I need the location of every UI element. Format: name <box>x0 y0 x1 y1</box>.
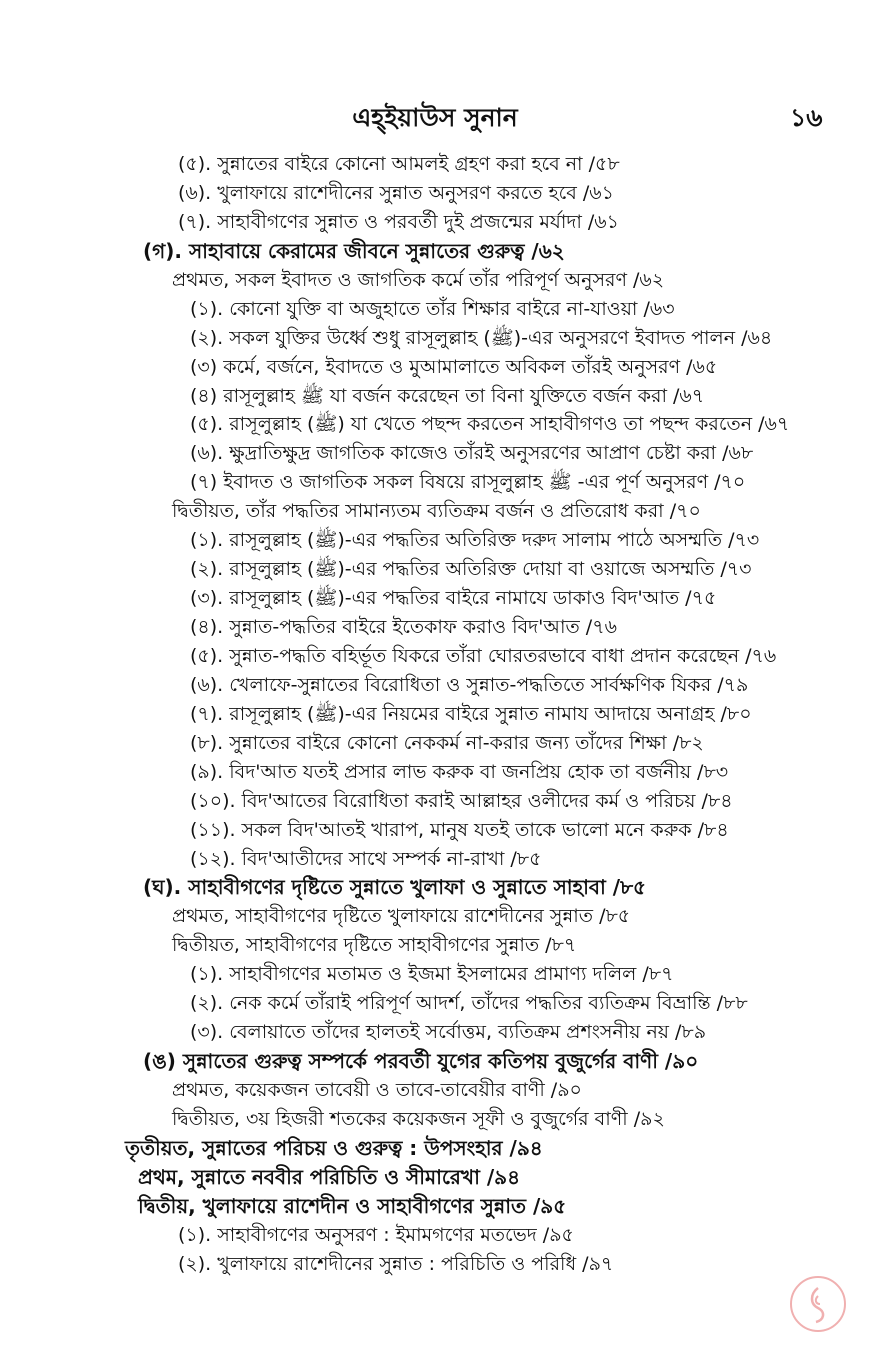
toc-entry-sub: (৬). ক্ষুদ্রাতিক্ষুদ্র জাগতিক কাজেও তাঁরই অনুসরণের আপ্রাণ চেষ্টা করা /৬৮ <box>190 442 754 465</box>
toc-entry-part: প্রথমত, সকল ইবাদত ও জাগতিক কর্মে তাঁর পরিপূর্ণ অনুসরণ /৬২ <box>172 268 665 291</box>
publisher-watermark-icon <box>790 1276 846 1332</box>
toc-entry-main2: প্রথম, সুন্নাতে নববীর পরিচিতি ও সীমারেখা /৯৪ <box>138 1164 521 1189</box>
table-of-contents <box>0 150 870 1279</box>
toc-entry-sub: (৫). রাসূলুল্লাহ (ﷺ) যা খেতে পছন্দ করতেন সাহাবীগণও তা পছন্দ করতেন /৬৭ <box>190 413 790 436</box>
toc-entry-main: তৃতীয়ত, সুন্নাতের পরিচয় ও গুরুত্ব : উপসংহার /৯৪ <box>125 1135 543 1160</box>
toc-entry-part: প্রথমত, কয়েকজন তাবেয়ী ও তাবে-তাবেয়ীর বাণী /৯০ <box>172 1079 582 1101</box>
toc-entry-sub0: (৬). খুলাফায়ে রাশেদীনের সুন্নাত অনুসরণ করতে হবে /৬১ <box>178 181 614 204</box>
toc-entry-part: প্রথমত, সাহাবীগণের দৃষ্টিতে খুলাফায়ে রাশেদীনের সুন্নাত /৮৫ <box>172 905 631 928</box>
toc-entry-part: দ্বিতীয়ত, ৩য় হিজরী শতকের কয়েকজন সূফী ও বুজুর্গের বাণী /৯২ <box>172 1107 665 1130</box>
toc-entry-sub: (২). রাসূলুল্লাহ (ﷺ)-এর পদ্ধতির অতিরিক্ত দোয়া বা ওয়াজে অসম্মতি /৭৩ <box>190 558 752 581</box>
toc-entry-sub0: (৫). সুন্নাতের বাইরে কোনো আমলই গ্রহণ করা হবে না /৫৮ <box>178 153 620 175</box>
toc-entry-sub: (১২). বিদ'আতীদের সাথে সম্পর্ক না-রাখা /৮৫ <box>190 847 542 870</box>
toc-entry-sub: (৬). খেলাফে-সুন্নাতের বিরোধিতা ও সুন্নাত-পদ্ধতিতে সার্বক্ষণিক যিকর /৭৯ <box>190 673 749 696</box>
toc-entry-section: (ঘ). সাহাবীগণের দৃষ্টিতে সুন্নাতে খুলাফা ও সুন্নাতে সাহাবা /৮৫ <box>143 875 647 900</box>
toc-entry-sub: (৮). সুন্নাতের বাইরে কোনো নেককর্ম না-করার জন্য তাঁদের শিক্ষা /৮২ <box>190 731 704 754</box>
toc-entry-section: (গ). সাহাবায়ে কেরামের জীবনে সুন্নাতের গুরুত্ব /৬২ <box>143 238 565 263</box>
toc-entry-sub: (১). কোনো যুক্তি বা অজুহাতে তাঁর শিক্ষার বাইরে না-যাওয়া /৬৩ <box>190 297 675 320</box>
toc-entry-sub: (১). সাহাবীগণের মতামত ও ইজমা ইসলামের প্রামাণ্য দলিল /৮৭ <box>190 963 674 986</box>
toc-entry-sub: (৩). বেলায়াতে তাঁদের হালতই সর্বোত্তম, ব্যতিক্রম প্রশংসনীয় নয় /৮৯ <box>190 1021 707 1044</box>
running-header-title: এহ্ইয়াউস সুনান <box>352 103 518 132</box>
toc-entry-sub: (৭). রাসূলুল্লাহ (ﷺ)-এর নিয়মের বাইরে সুন্নাত নামায আদায়ে অনাগ্রহ /৮০ <box>190 702 752 725</box>
toc-entry-sub: (৪) রাসূলুল্লাহ ﷺ যা বর্জন করেছেন তা বিনা যুক্তিতে বর্জন করা /৬৭ <box>190 384 705 407</box>
toc-entry-part: দ্বিতীয়ত, সাহাবীগণের দৃষ্টিতে সাহাবীগণের সুন্নাত /৮৭ <box>172 934 577 957</box>
toc-entry-sub: (১০). বিদ'আতের বিরোধিতা করাই আল্লাহর ওলীদের কর্ম ও পরিচয় /৮৪ <box>190 789 733 812</box>
toc-entry-sub: (২). সকল যুক্তির উর্ধ্বে শুধু রাসূলুল্লাহ (ﷺ)-এর অনুসরণে ইবাদত পালন /৬৪ <box>190 326 773 349</box>
toc-entry-sub: (৫). সুন্নাত-পদ্ধতি বহির্ভূত যিকরে তাঁরা ঘোরতরভাবে বাধা প্রদান করেছেন /৭৬ <box>190 644 777 667</box>
toc-entry-sub: (১১). সকল বিদ'আতই খারাপ, মানুষ যতই তাকে ভালো মনে করুক /৮৪ <box>190 818 729 841</box>
toc-entry-sub: (৭) ইবাদত ও জাগতিক সকল বিষয়ে রাসূলুল্লাহ ﷺ -এর পূর্ণ অনুসরণ /৭০ <box>190 471 746 494</box>
toc-entry-sub: (৪). সুন্নাত-পদ্ধতির বাইরে ইতেকাফ করাও বিদ'আত /৭৬ <box>190 616 617 638</box>
toc-entry-part: দ্বিতীয়ত, তাঁর পদ্ধতির সামান্যতম ব্যতিক্রম বর্জন ও প্রতিরোধ করা /৭০ <box>172 500 701 523</box>
toc-entry-sub: (১). রাসূলুল্লাহ (ﷺ)-এর পদ্ধতির অতিরিক্ত দরুদ সালাম পাঠে অসম্মতি /৭৩ <box>190 529 760 552</box>
toc-entry-main2: দ্বিতীয়, খুলাফায়ে রাশেদীন ও সাহাবীগণের সুন্নাত /৯৫ <box>138 1193 567 1218</box>
toc-entry-sub: (৩). রাসূলুল্লাহ (ﷺ)-এর পদ্ধতির বাইরে নামাযে ডাকাও বিদ'আত /৭৫ <box>190 587 717 610</box>
toc-entry-sub0: (৭). সাহাবীগণের সুন্নাত ও পরবর্তী দুই প্রজন্মের মর্যাদা /৬১ <box>178 210 619 233</box>
toc-entry-sub0: (১). সাহাবীগণের অনুসরণ : ইমামগণের মতভেদ /৯৫ <box>178 1223 574 1246</box>
toc-entry-sub0: (২). খুলাফায়ে রাশেদীনের সুন্নাত : পরিচিতি ও পরিধি /৯৭ <box>178 1252 614 1275</box>
page-number: ১৬ <box>790 103 823 132</box>
toc-entry-sub: (২). নেক কর্মে তাঁরাই পরিপূর্ণ আদর্শ, তাঁদের পদ্ধতির ব্যতিক্রম বিভ্রান্তি /৮৮ <box>190 992 748 1015</box>
toc-entry-section: (ঙ) সুন্নাতের গুরুত্ব সম্পর্কে পরবর্তী যুগের কতিপয় বুজুর্গের বাণী /৯০ <box>143 1049 699 1074</box>
toc-entry-sub: (৯). বিদ'আত যতই প্রসার লাভ করুক বা জনপ্রিয় হোক তা বর্জনীয় /৮৩ <box>190 760 729 783</box>
toc-entry-sub: (৩) কর্মে, বর্জনে, ইবাদতে ও মুআমালাতে অবিকল তাঁরই অনুসরণ /৬৫ <box>190 355 718 378</box>
